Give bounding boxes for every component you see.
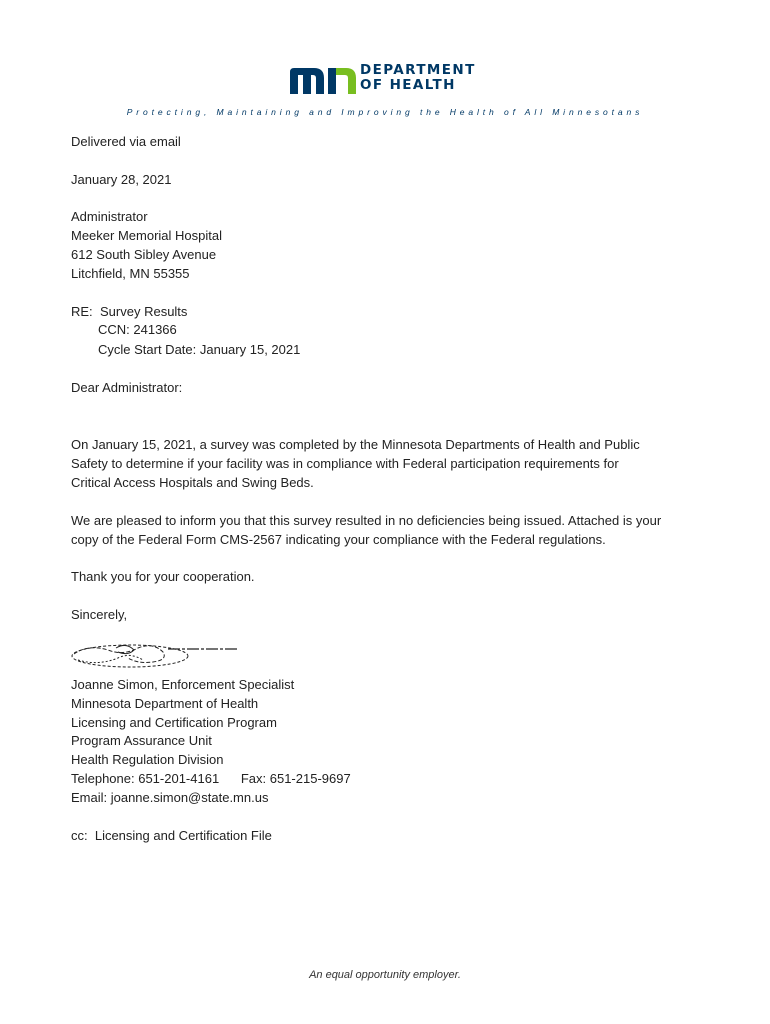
recipient-line-3: 612 South Sibley Avenue [71,247,217,262]
paragraph-2-line: We are pleased to inform you that this survey resulted in no deficiencies being issued. Attached is your [71,513,662,528]
signer-line-5: Health Regulation Division [71,752,224,767]
paragraph-2-line: copy of the Federal Form CMS-2567 indicating your compliance with the Federal regulations. [71,532,606,547]
letterhead [0,60,770,100]
footer-text: An equal opportunity employer. [309,969,461,981]
recipient-line-4: Litchfield, MN 55355 [71,266,190,281]
closing: Sincerely, [71,607,128,622]
tagline: Protecting, Maintaining and Improving the Health of All Minnesotans [126,107,644,117]
paragraph-1-line: Safety to determine if your facility was in compliance with Federal participation requirements for [71,456,619,471]
signer-phone-fax: Telephone: 651-201-4161 Fax: 651-215-9697 [71,771,351,786]
signer-line-2: Minnesota Department of Health [71,696,259,711]
signer-line-1: Joanne Simon, Enforcement Specialist [71,677,295,692]
recipient-line-2: Meeker Memorial Hospital [71,228,222,243]
paragraph-1 [71,435,711,492]
cycle-start-date: Cycle Start Date: January 15, 2021 [98,342,301,357]
ccn: CCN: 241366 [98,322,177,337]
paragraph-1-line: On January 15, 2021, a survey was completed by the Minnesota Departments of Health and Public [71,437,640,452]
org-line1: DEPARTMENT [360,62,476,78]
salutation: Dear Administrator: [71,380,183,395]
cc-line: cc: Licensing and Certification File [71,828,272,843]
signer-line-4: Program Assurance Unit [71,733,212,748]
paragraph-2 [71,511,711,549]
signer-email: Email: joanne.simon@state.mn.us [71,790,269,805]
org-line2: OF HEALTH [360,77,456,93]
delivery-method: Delivered via email [71,134,181,149]
letter-date: January 28, 2021 [71,172,172,187]
signer-line-3: Licensing and Certification Program [71,715,277,730]
thanks: Thank you for your cooperation. [71,569,255,584]
signature-image [68,640,248,674]
re-subject: Survey Results [100,304,188,319]
paragraph-1-line: Critical Access Hospitals and Swing Beds. [71,475,314,490]
org-name [360,63,476,93]
recipient-line-1: Administrator [71,209,148,224]
re-label: RE: [71,304,93,319]
